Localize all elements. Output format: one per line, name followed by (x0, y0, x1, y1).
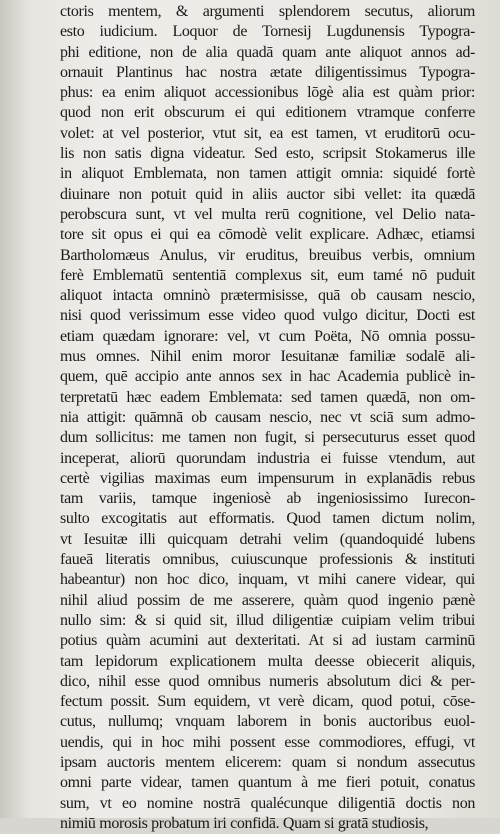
latin-text-block (60, 2, 475, 834)
text-line: sum, vt eo nomine nostrā qualécunque diligentiā doctis non (60, 794, 475, 812)
text-line: vt Iesuitæ illi quicquam detrahi velim (quandoquidé lubens (60, 530, 475, 548)
text-line: diuinare non potuit quid in aliis auctor sibi vellet: ita quædā (60, 185, 475, 203)
text-line: tam variis, tamque ingeniosè ab ingeniosissimo Iurecon- (60, 490, 475, 508)
text-line: sulto excogitatis aut efformatis. Quod tamen dictum nolim, (60, 510, 475, 528)
text-line: inceperat, aliorū quorundam industria ei fuisse vtendum, aut (60, 449, 475, 467)
text-line: lis non satis digna videatur. Sed esto, scripsit Stokamerus ille (60, 145, 475, 163)
text-line: nimiū morosis probatum iri confidā. Quam si gratā studiosis, (60, 814, 429, 832)
text-line: nisi quod verissimum esse video quod vulgo dicitur, Docti est (60, 307, 475, 325)
text-line: phus: ea enim aliquot accessionibus lōgè alia est quàm prior: (60, 84, 475, 102)
text-line: terpretatū hæc eadem Emblemata: sed tamen quædā, non om- (60, 388, 475, 406)
text-line: quod non erit obscurum ei qui editionem vtramque conferre (60, 104, 475, 122)
text-line: certè vigilias maximas eum impensurum in explanādis rebus (60, 469, 475, 487)
text-line: tam lepidorum explicationem multa deesse obiecerit aliquis, (60, 652, 475, 670)
text-line: omni parte videar, tamen quantum à me fieri potuit, conatus (60, 774, 475, 792)
text-line: faueā literatis omnibus, cuiuscunque professionis & instituti (60, 551, 475, 569)
text-line: nihil aliud possim de me asserere, quàm quod ingenio pænè (60, 591, 475, 609)
text-line: habeantur) non hoc dico, inquam, vt mihi canere videar, qui (60, 571, 475, 589)
text-line: aliquot intacta omninò prætermisisse, quā ob causam nescio, (60, 287, 475, 305)
text-line: ipsam auctoris mentem elicerem: quam si nondum assecutus (60, 753, 475, 771)
text-line: potius quàm acumini aut dexteritati. At si ad iustam carminū (60, 632, 475, 650)
text-line: ctoris mentem, & argumenti splendorem secutus, aliorum (60, 3, 475, 20)
text-line: uendis, qui in hoc mihi possent esse commodiores, effugi, vt (60, 733, 475, 751)
text-line: mus omnes. Nihil enim moror Iesuitanæ familiæ sodalē ali- (60, 348, 475, 366)
text-line: ornauit Plantinus hac nostra ætate diligentissimus Typogra- (60, 63, 475, 81)
text-line: fectum possit. Sum equidem, vt verè dicam, quod potui, cōse- (60, 693, 475, 711)
text-line: quem, quē accipio ante annos sex in hac Academia publicè in- (60, 368, 475, 386)
text-line: dico, nihil esse quod omnibus numeris absolutum dici & per- (60, 672, 475, 690)
text-line: cutus, nullumq; vnquam laborem in bonis auctoribus euol- (60, 713, 475, 731)
text-line: ferè Emblematū sententiā complexus sit, eum tamé nō puduit (60, 266, 475, 284)
text-line: tore sit opus ei qui ea cōmodè velit explicare. Adhæc, etiamsi (60, 226, 475, 244)
text-line: nia attigit: quāmnā ob causam nescio, nec vt sciā sum admo- (60, 408, 475, 426)
text-line: nullo sim: & si quid sit, illud diligentiæ cuipiam velim tribui (60, 611, 475, 629)
text-line: dum sollicitus: me tamen non fugit, si persecuturus esset quod (60, 429, 475, 447)
text-line: esto iudicium. Loquor de Tornesij Lugdunensis Typogra- (60, 23, 475, 41)
text-line: etiam quædam ignorare: vel, vt cum Poëta, Nō omnia possu- (60, 327, 475, 345)
text-line: in aliquot Emblemata, non tamen attigit omnia: siquidé fortè (60, 165, 475, 183)
text-line: volet: at vel posterior, vtut sit, ea est tamen, vt eruditorū ocu- (60, 124, 475, 142)
text-line: Bartholomæus Anulus, vir eruditus, breuibus verbis, omnium (60, 246, 475, 264)
text-line: phi editione, non de alia quadā quam ante aliquot annos ad- (60, 43, 475, 61)
text-line: perobscura sunt, vt vel multa rerū cognitione, vel Delio nata- (60, 205, 475, 223)
